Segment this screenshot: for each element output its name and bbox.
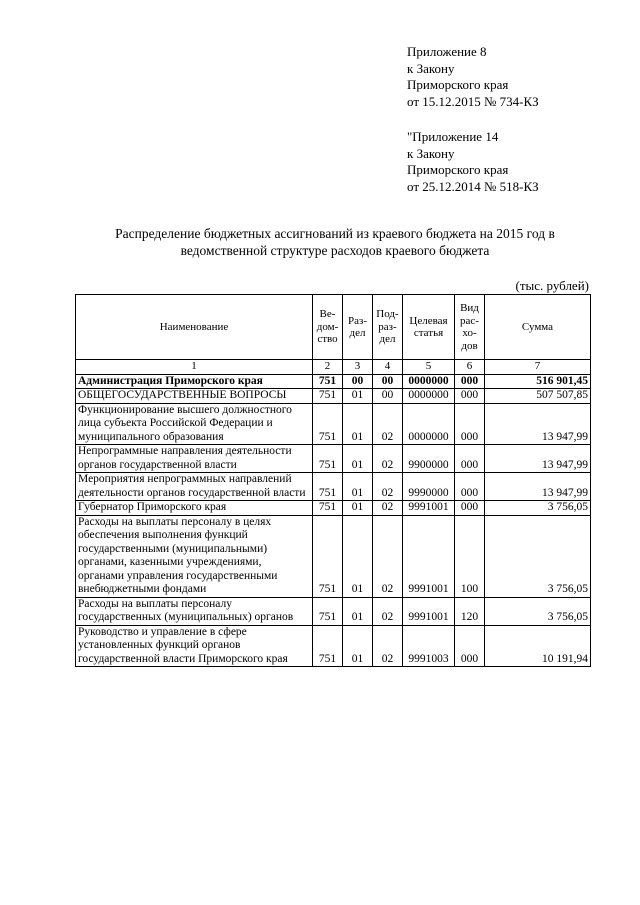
row-name: Руководство и управление в сфере установленных функций органов государственной власти Приморского края (76, 625, 313, 667)
title-line: Распределение бюджетных ассигнований из краевого бюджета на 2015 год в (115, 226, 555, 241)
column-number: 2 (313, 360, 343, 375)
column-number: 6 (455, 360, 485, 375)
row-type: 000 (455, 501, 485, 516)
column-number: 1 (76, 360, 313, 375)
row-dept: 751 (313, 501, 343, 516)
column-number: 4 (373, 360, 403, 375)
table-row (76, 501, 591, 516)
row-name: Администрация Приморского края (76, 374, 313, 389)
row-type: 100 (455, 515, 485, 597)
row-section: 00 (343, 374, 373, 389)
row-dept: 751 (313, 389, 343, 404)
row-section: 01 (343, 515, 373, 597)
appendix-line: от 25.12.2014 № 518-КЗ (407, 178, 539, 194)
row-subsection: 00 (373, 374, 403, 389)
appendix-line: Приложение 8 (407, 44, 487, 59)
row-dept: 751 (313, 403, 343, 445)
table-row (76, 389, 591, 404)
row-subsection: 02 (373, 597, 403, 625)
row-dept: 751 (313, 473, 343, 501)
row-type: 000 (455, 445, 485, 473)
appendix-line: от 15.12.2015 № 734-КЗ (407, 93, 539, 109)
column-number: 7 (485, 360, 591, 375)
row-sum: 13 947,99 (485, 445, 591, 473)
row-target: 0000000 (403, 403, 455, 445)
row-section: 01 (343, 625, 373, 667)
row-dept: 751 (313, 445, 343, 473)
row-sum: 10 191,94 (485, 625, 591, 667)
header-row (76, 295, 591, 360)
document-title (70, 225, 600, 259)
row-section: 01 (343, 389, 373, 404)
appendix-line: к Закону (407, 145, 455, 161)
table-row (76, 625, 591, 667)
table-row (76, 374, 591, 389)
row-target: 0000000 (403, 389, 455, 404)
row-type: 000 (455, 625, 485, 667)
table-row (76, 403, 591, 445)
column-number-row (76, 360, 591, 375)
row-sum: 507 507,85 (485, 389, 591, 404)
row-target: 9991001 (403, 515, 455, 597)
title-line: ведомственной структуре расходов краевого бюджета (180, 243, 490, 258)
header-section: Раз- дел (343, 295, 373, 360)
row-name: Функционирование высшего должностного лица субъекта Российской Федерации и муниципального образования (76, 403, 313, 445)
row-name: Расходы на выплаты персоналу государственных (муниципальных) органов (76, 597, 313, 625)
row-sum: 3 756,05 (485, 597, 591, 625)
row-target: 0000000 (403, 374, 455, 389)
table-row (76, 445, 591, 473)
units-label: (тыс. рублей) (515, 278, 589, 293)
row-subsection: 02 (373, 445, 403, 473)
row-type: 000 (455, 403, 485, 445)
row-subsection: 02 (373, 625, 403, 667)
table-row (76, 473, 591, 501)
header-exp-type: Вид рас- хо- дов (455, 295, 485, 360)
row-subsection: 02 (373, 403, 403, 445)
row-section: 01 (343, 597, 373, 625)
row-subsection: 02 (373, 515, 403, 597)
row-dept: 751 (313, 515, 343, 597)
table-row (76, 515, 591, 597)
appendix-line: к Закону (407, 60, 455, 76)
table-row (76, 597, 591, 625)
appendix-line: Приморского края (407, 162, 509, 177)
row-name: Непрограммные направления деятельности органов государственной власти (76, 445, 313, 473)
row-sum: 13 947,99 (485, 473, 591, 501)
row-dept: 751 (313, 597, 343, 625)
row-section: 01 (343, 501, 373, 516)
row-subsection: 00 (373, 389, 403, 404)
row-section: 01 (343, 445, 373, 473)
row-type: 000 (455, 374, 485, 389)
column-number: 5 (403, 360, 455, 375)
row-type: 000 (455, 389, 485, 404)
appendix-14-reference (407, 129, 539, 195)
appendix-8-reference (407, 44, 539, 110)
row-target: 9900000 (403, 445, 455, 473)
row-sum: 516 901,45 (485, 374, 591, 389)
row-name: Расходы на выплаты персоналу в целях обеспечения выполнения функций государственными (муниципальными) органами, казенными учреждениями, органами управления государственными внебюджетными фондами (76, 515, 313, 597)
header-dept: Ве- дом- ство (313, 295, 343, 360)
appendix-line: "Приложение 14 (407, 129, 499, 144)
row-target: 9990000 (403, 473, 455, 501)
header-name: Наименование (76, 295, 313, 360)
row-sum: 13 947,99 (485, 403, 591, 445)
budget-table (75, 294, 591, 667)
row-sum: 3 756,05 (485, 515, 591, 597)
row-name: ОБЩЕГОСУДАРСТВЕННЫЕ ВОПРОСЫ (76, 389, 313, 404)
row-sum: 3 756,05 (485, 501, 591, 516)
row-type: 120 (455, 597, 485, 625)
row-subsection: 02 (373, 473, 403, 501)
header-target: Целевая статья (403, 295, 455, 360)
row-dept: 751 (313, 625, 343, 667)
row-target: 9991003 (403, 625, 455, 667)
row-section: 01 (343, 403, 373, 445)
header-sum: Сумма (485, 295, 591, 360)
row-target: 9991001 (403, 597, 455, 625)
row-dept: 751 (313, 374, 343, 389)
row-name: Губернатор Приморского края (76, 501, 313, 516)
row-subsection: 02 (373, 501, 403, 516)
header-subsection: Под- раз- дел (373, 295, 403, 360)
row-target: 9991001 (403, 501, 455, 516)
appendix-line: Приморского края (407, 77, 509, 92)
row-name: Мероприятия непрограммных направлений деятельности органов государственной власти (76, 473, 313, 501)
column-number: 3 (343, 360, 373, 375)
row-section: 01 (343, 473, 373, 501)
row-type: 000 (455, 473, 485, 501)
